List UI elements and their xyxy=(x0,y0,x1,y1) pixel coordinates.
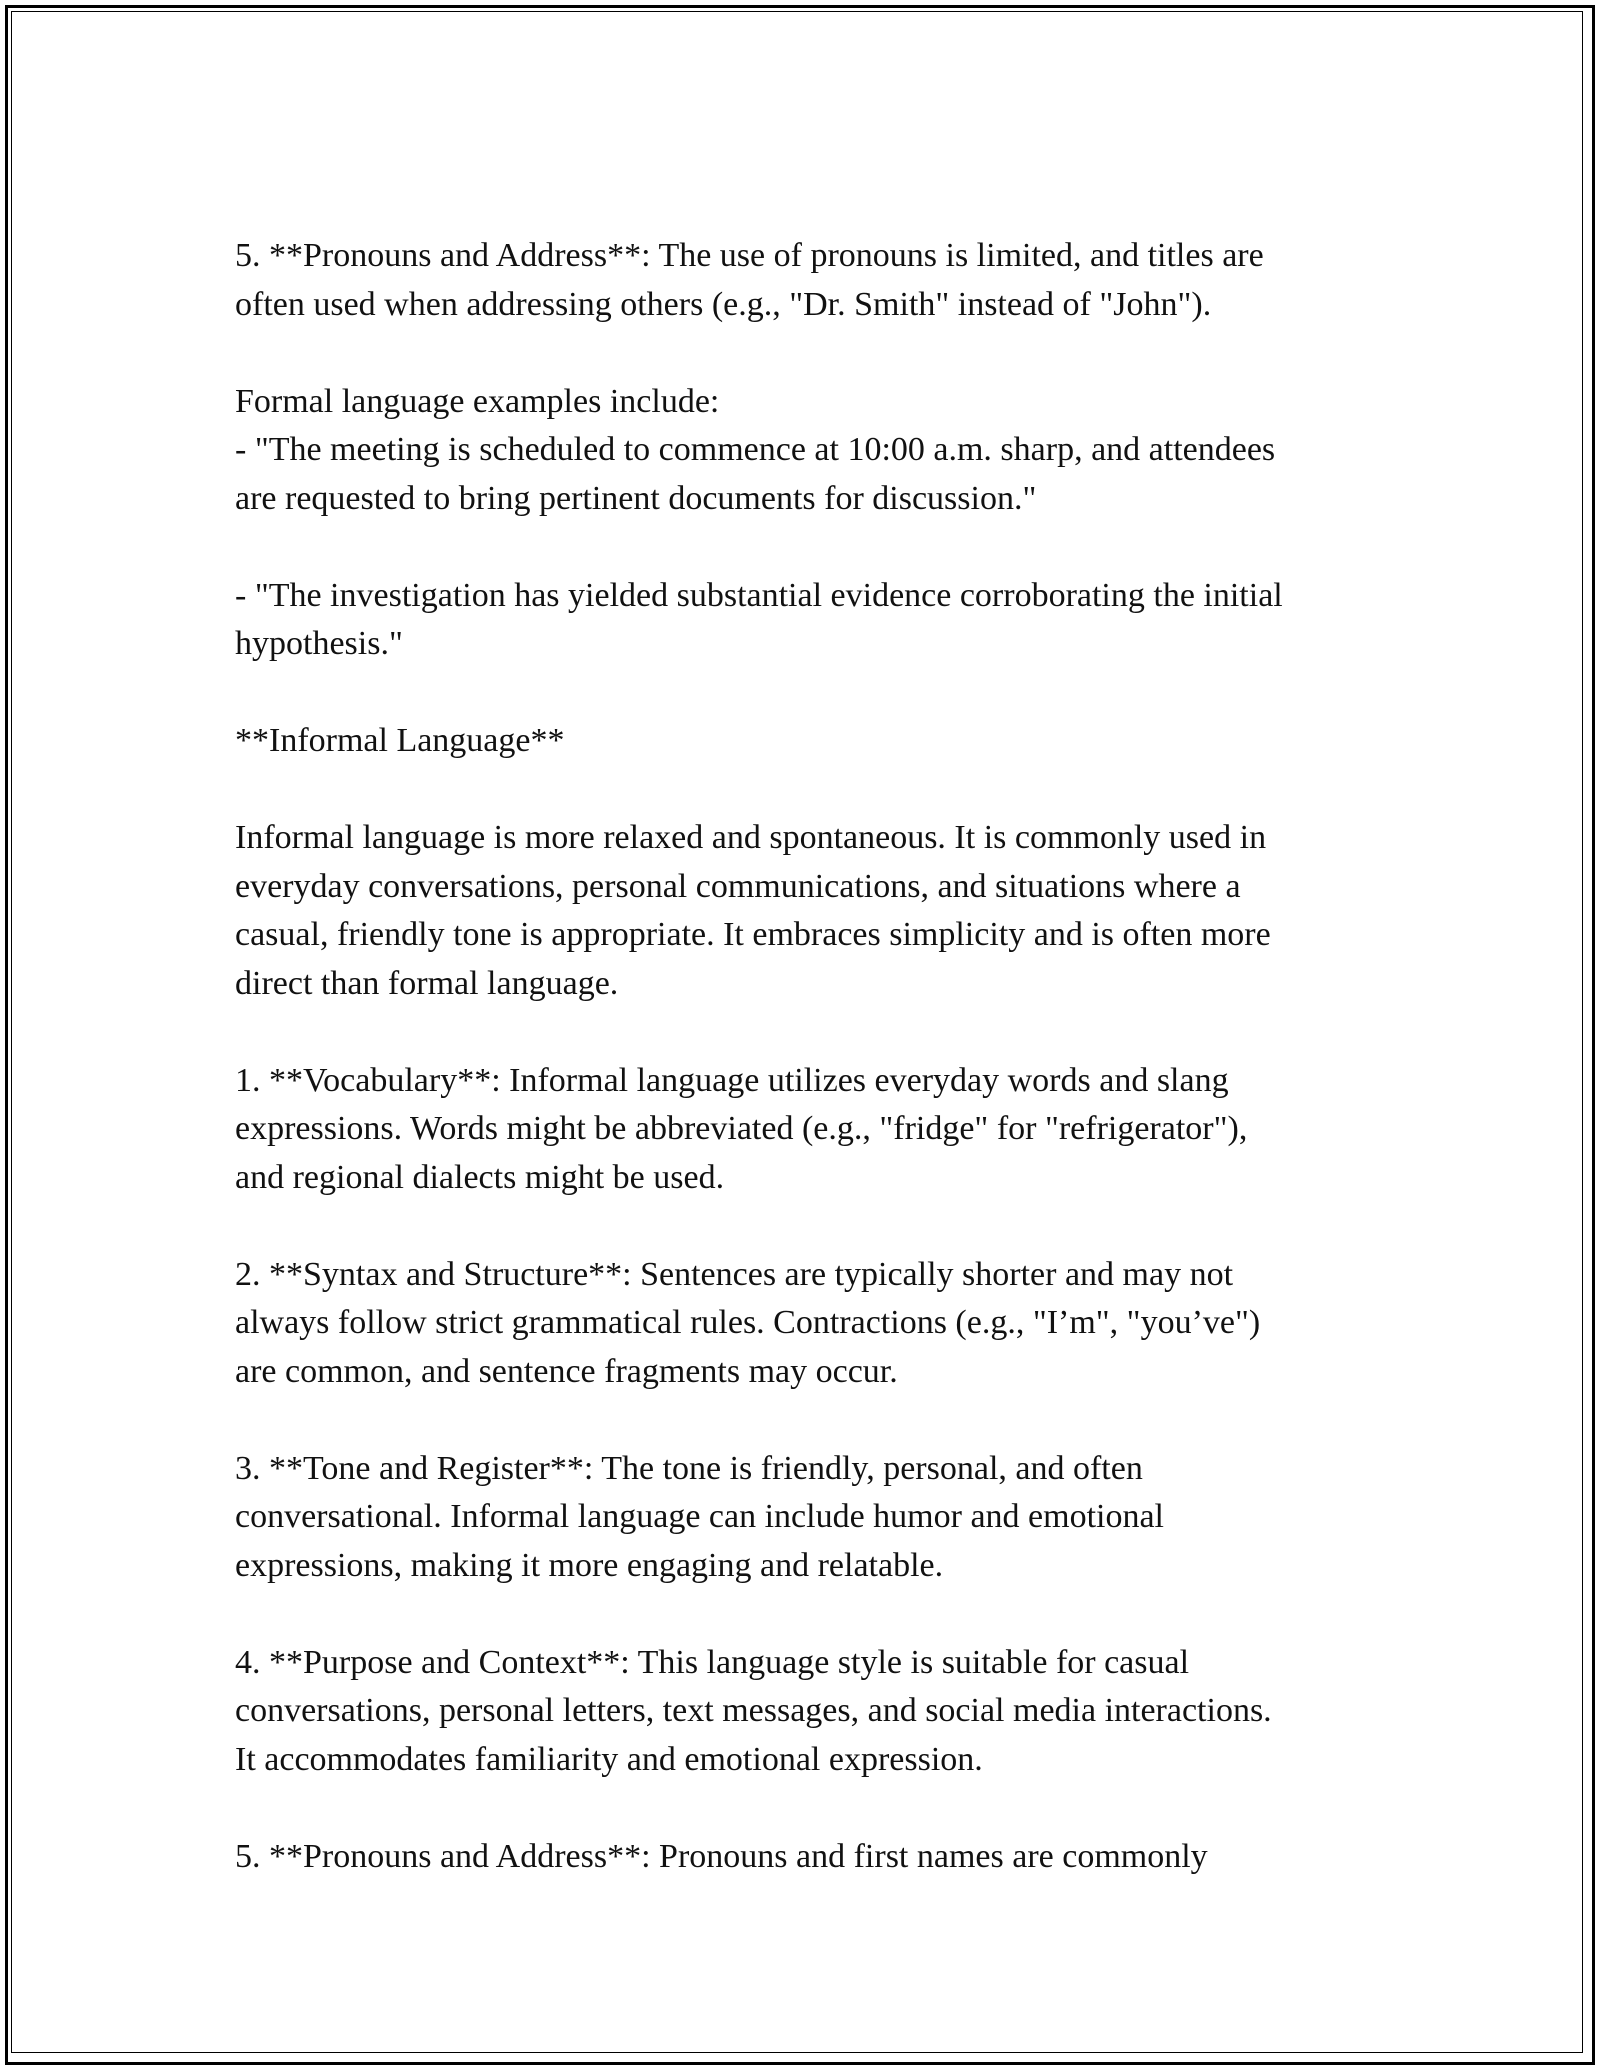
paragraph-informal-vocabulary xyxy=(235,1057,1395,1203)
paragraph-informal-pronouns xyxy=(235,1833,1395,1882)
text-line: Informal language is more relaxed and spontaneous. It is commonly used in xyxy=(235,819,1267,856)
text-line: always follow strict grammatical rules. Contractions (e.g., "I’m", "you’ve") xyxy=(235,1304,1261,1341)
text-line: 5. **Pronouns and Address**: The use of pronouns is limited, and titles are xyxy=(235,237,1264,274)
text-line: are requested to bring pertinent documents for discussion." xyxy=(235,479,1037,517)
text-line: are common, and sentence fragments may occur. xyxy=(235,1352,898,1390)
text-line: conversational. Informal language can include humor and emotional xyxy=(235,1498,1165,1535)
text-line: and regional dialects might be used. xyxy=(235,1158,725,1196)
text-line: 1. **Vocabulary**: Informal language utilizes everyday words and slang xyxy=(235,1061,1229,1099)
paragraph-informal-tone xyxy=(235,1445,1395,1591)
text-line: everyday conversations, personal communications, and situations where a xyxy=(235,867,1241,905)
paragraph-formal-examples xyxy=(235,378,1395,524)
paragraph-formal-pronouns xyxy=(235,232,1395,329)
paragraph-informal-syntax xyxy=(235,1251,1395,1397)
text-line: hypothesis." xyxy=(235,625,403,662)
text-line: 3. **Tone and Register**: The tone is friendly, personal, and often xyxy=(235,1449,1143,1487)
text-line: - "The meeting is scheduled to commence at 10:00 a.m. sharp, and attendees xyxy=(235,431,1276,468)
text-line: It accommodates familiarity and emotional expression. xyxy=(235,1740,983,1778)
section-heading-informal-language xyxy=(235,717,1395,766)
paragraph-informal-intro xyxy=(235,814,1395,1008)
text-line: often used when addressing others (e.g., "Dr. Smith" instead of "John"). xyxy=(235,285,1212,323)
text-line: direct than formal language. xyxy=(235,964,619,1002)
document-body xyxy=(235,232,1395,1930)
text-line: casual, friendly tone is appropriate. It embraces simplicity and is often more xyxy=(235,916,1271,953)
text-line: Formal language examples include: xyxy=(235,382,720,420)
text-line: 2. **Syntax and Structure**: Sentences are typically shorter and may not xyxy=(235,1255,1234,1293)
text-line: **Informal Language** xyxy=(235,722,565,759)
text-line: 5. **Pronouns and Address**: Pronouns and first names are commonly xyxy=(235,1837,1208,1875)
paragraph-informal-purpose xyxy=(235,1639,1395,1785)
text-line: conversations, personal letters, text messages, and social media interactions. xyxy=(235,1692,1272,1729)
paragraph-formal-example-2 xyxy=(235,572,1395,669)
text-line: 4. **Purpose and Context**: This language style is suitable for casual xyxy=(235,1643,1190,1681)
text-line: - "The investigation has yielded substantial evidence corroborating the initial xyxy=(235,576,1283,614)
text-line: expressions. Words might be abbreviated (e.g., "fridge" for "refrigerator"), xyxy=(235,1110,1248,1147)
text-line: expressions, making it more engaging and relatable. xyxy=(235,1546,944,1584)
